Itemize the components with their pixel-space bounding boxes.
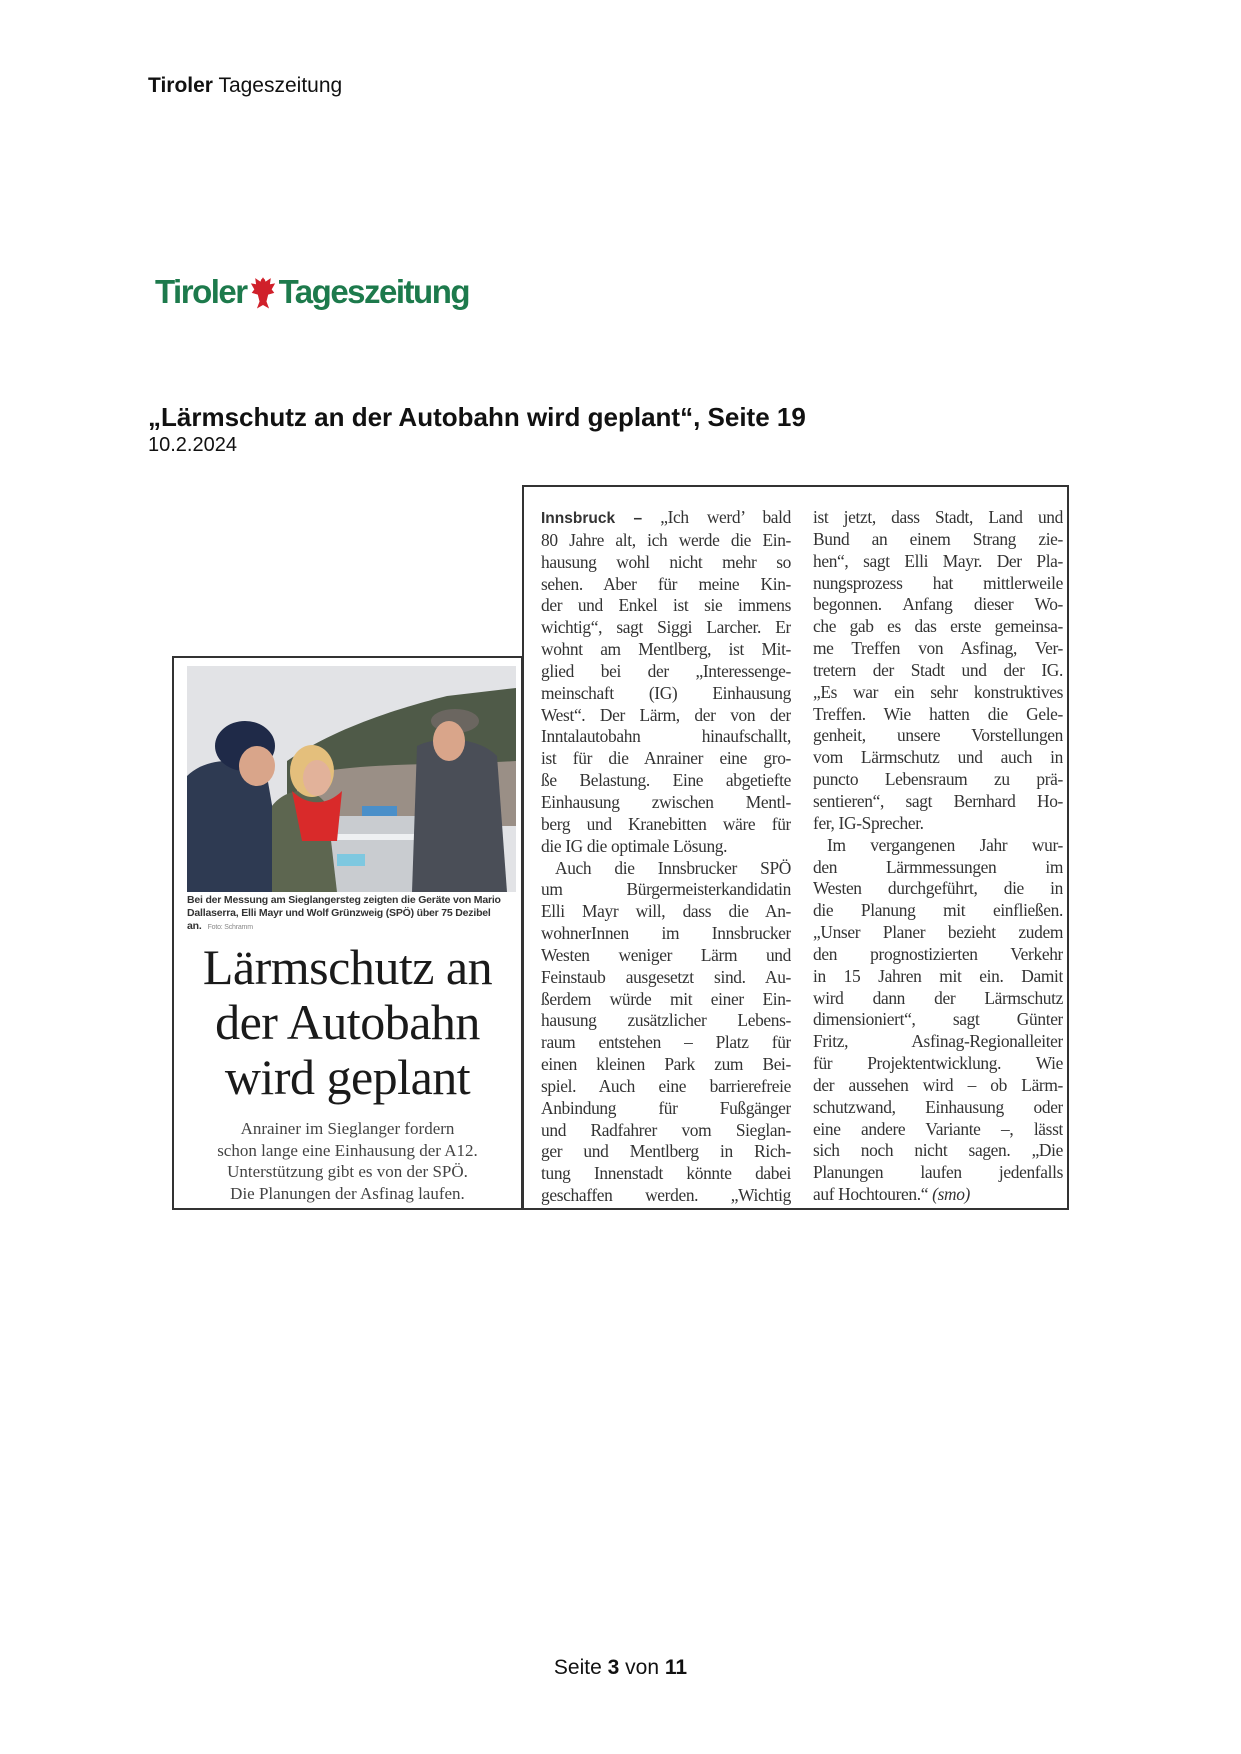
article-text-line [813, 966, 1063, 988]
line-text: einen kleinen Park zum Bei- [541, 1054, 791, 1075]
line-text: ist für die Anrainer eine gro- [541, 748, 791, 769]
article-text-line [541, 617, 791, 639]
article-text-line [541, 595, 791, 617]
line-text: West“. Der Lärm, der von der [541, 704, 791, 725]
article-text-line [813, 594, 1063, 616]
article-text-line [813, 682, 1063, 704]
article-text-line [813, 835, 1063, 857]
line-text: in 15 Jahren mit ein. Damit [813, 965, 1063, 986]
clipping-body-panel [522, 485, 1069, 1210]
line-text: genheit, unsere Vorstellungen [813, 725, 1063, 746]
article-text-line [813, 813, 1063, 835]
line-text: Einhausung zwischen Mentl- [541, 791, 791, 812]
headline-line: der Autobahn [215, 994, 480, 1050]
article-text-line [813, 878, 1063, 900]
line-text: raum entstehen – Platz für [541, 1032, 791, 1053]
article-text-line [541, 552, 791, 574]
article-text-line [541, 858, 791, 880]
article-text-line [813, 1075, 1063, 1097]
line-text: sehen. Aber für meine Kin- [541, 573, 791, 594]
article-text-line [541, 1163, 791, 1185]
footer-total-pages: 11 [664, 1656, 688, 1679]
article-text-line [541, 530, 791, 552]
article-text-line [813, 616, 1063, 638]
article-text-line [541, 748, 791, 770]
photo-caption [187, 894, 517, 934]
article-text-line [541, 1054, 791, 1076]
article-text-line [813, 725, 1063, 747]
article-text-line [813, 1119, 1063, 1141]
article-text-line [813, 551, 1063, 573]
line-text: den prognostizierten Verkehr [813, 943, 1063, 964]
deck-line: Die Planungen der Asfinag laufen. [230, 1183, 465, 1203]
article-text-line [541, 836, 791, 858]
line-text: puncto Lebensraum zu prä- [813, 769, 1063, 790]
article-text-line [541, 639, 791, 661]
dateline-lead: Innsbruck – [541, 510, 643, 527]
line-text: Bund an einem Strang zie- [813, 528, 1063, 549]
line-text: der und Enkel ist sie immens [541, 595, 791, 616]
line-text: wird dann der Lärmschutz [813, 987, 1063, 1008]
line-text: und Radfahrer vom Sieglan- [541, 1119, 791, 1140]
line-text: der aussehen wird – ob Lärm- [813, 1074, 1063, 1095]
line-text: Westen weniger Lärm und [541, 944, 791, 965]
article-text-line [813, 791, 1063, 813]
article-text-line [813, 660, 1063, 682]
article-column-1 [541, 507, 791, 1207]
footer-of: von [625, 1656, 660, 1679]
line-text: hen“, sagt Elli Mayr. Der Pla- [813, 550, 1063, 571]
line-text: Inntalautobahn hinaufschallt, [541, 726, 791, 747]
article-text-line [813, 922, 1063, 944]
article-text-line [541, 1185, 791, 1207]
line-text: Im vergangenen Jahr wur- [827, 834, 1063, 855]
line-text: begonnen. Anfang dieser Wo- [813, 594, 1063, 615]
line-text: 80 Jahre alt, ich werde die Ein- [541, 529, 791, 550]
photo-caption-text: Bei der Messung am Sieglangersteg zeigten die Geräte von Mario Dallaserra, Elli Mayr und Wolf Grünzweig (SPÖ) über 75 Dezibel an. [187, 894, 501, 932]
article-text-line [813, 1184, 1063, 1206]
line-text: den Lärmmessungen im [813, 856, 1063, 877]
line-text: Planungen laufen jedenfalls [813, 1162, 1063, 1183]
article-text-line [541, 661, 791, 683]
article-text-line [813, 900, 1063, 922]
clipping-deck [174, 1118, 521, 1204]
header-brand-regular: Tageszeitung [218, 74, 343, 97]
line-text: Elli Mayr will, dass die An- [541, 901, 791, 922]
article-text-line [541, 923, 791, 945]
line-text: dimensioniert“, sagt Günter [813, 1009, 1063, 1030]
article-text-line [541, 1098, 791, 1120]
line-text: hausung zusätzlicher Lebens- [541, 1010, 791, 1031]
article-text-line [541, 945, 791, 967]
article-text-line [813, 988, 1063, 1010]
line-text: nungsprozess hat mittlerweile [813, 572, 1063, 593]
line-text: Fritz, Asfinag-Regionalleiter [813, 1031, 1063, 1052]
article-text-line [813, 529, 1063, 551]
line-text: Westen durchgeführt, die in [813, 878, 1063, 899]
article-text-line [541, 1032, 791, 1054]
article-text-line [541, 705, 791, 727]
line-text: spiel. Auch eine barrierefreie [541, 1075, 791, 1096]
line-text: „Es war ein sehr konstruktives [813, 681, 1063, 702]
article-text-line [541, 1120, 791, 1142]
article-text-line [541, 574, 791, 596]
clipping-headline [174, 940, 521, 1105]
line-text: geschaffen werden. „Wichtig [541, 1185, 791, 1206]
article-text-line [813, 704, 1063, 726]
document-header [148, 74, 342, 98]
article-text-line [813, 1162, 1063, 1184]
line-text: für Projektentwicklung. Wie [813, 1053, 1063, 1074]
article-text-line [541, 967, 791, 989]
article-text-line [541, 814, 791, 836]
article-text-line [541, 989, 791, 1011]
article-text-line [541, 879, 791, 901]
tyrolean-eagle-icon [250, 273, 276, 311]
line-text: tung Innenstadt könnte dabei [541, 1163, 791, 1184]
article-text-line [541, 507, 791, 530]
article-text-line [541, 1141, 791, 1163]
line-text: che gab es das erste gemeinsa- [813, 616, 1063, 637]
article-title: „Lärmschutz an der Autobahn wird geplant“, Seite 19 [148, 402, 806, 432]
article-text-line [813, 944, 1063, 966]
line-text: um Bürgermeisterkandidatin [541, 879, 791, 900]
footer-page-number: 3 [607, 1656, 620, 1679]
article-text-line [541, 770, 791, 792]
article-text-line [541, 683, 791, 705]
line-text: meinschaft (IG) Einhausung [541, 682, 791, 703]
line-text: me Treffen von Asfinag, Ver- [813, 638, 1063, 659]
line-text: die IG die optimale Lösung. [541, 835, 728, 856]
article-column-2 [813, 507, 1063, 1206]
newspaper-logo [155, 262, 469, 322]
headline-line: wird geplant [224, 1049, 471, 1105]
line-text: Auch die Innsbrucker SPÖ [555, 857, 791, 878]
line-text: wichtig“, sagt Siggi Larcher. Er [541, 617, 791, 638]
line-text: sich noch nicht sagen. „Die [813, 1140, 1063, 1161]
photo-credit: Foto: Schramm [207, 924, 253, 931]
article-text-line [813, 769, 1063, 791]
author-signature: (smo) [932, 1184, 970, 1205]
article-text-line [541, 1076, 791, 1098]
article-text-line [813, 573, 1063, 595]
clipping-headline-panel [172, 656, 523, 1210]
article-text-line [541, 1010, 791, 1032]
article-text-line [541, 726, 791, 748]
logo-text-left: Tiroler [155, 273, 247, 310]
line-text: wohnerInnen im Innsbrucker [541, 923, 791, 944]
deck-line: schon lange eine Einhausung der A12. [217, 1140, 478, 1160]
photo-people-measuring-noise [187, 666, 516, 892]
deck-line: Unterstützung gibt es von der SPÖ. [227, 1162, 468, 1181]
article-text-line [813, 1009, 1063, 1031]
line-text: hausung wohl nicht mehr so [541, 551, 791, 572]
line-text: die Planung mit einfließen. [813, 900, 1063, 921]
article-text-line [813, 747, 1063, 769]
article-text-line [813, 1140, 1063, 1162]
footer-prefix: Seite [553, 1656, 602, 1679]
line-text: Anbindung für Fußgänger [541, 1097, 791, 1118]
line-text: sentieren“, sagt Bernhard Ho- [813, 790, 1063, 811]
line-text: Feinstaub ausgesetzt sind. Au- [541, 966, 791, 987]
line-text: glied bei der „Interessenge- [541, 660, 791, 681]
article-photo [187, 666, 516, 892]
line-text: auf Hochtouren.“ [813, 1184, 929, 1205]
line-text: ßerdem würde mit einer Ein- [541, 988, 791, 1009]
line-text: ist jetzt, dass Stadt, Land und [813, 507, 1063, 527]
line-text: Treffen. Wie hatten die Gele- [813, 703, 1063, 724]
line-text: fer, IG-Sprecher. [813, 812, 924, 833]
header-brand-bold: Tiroler [148, 74, 213, 97]
line-text: berg und Kranebitten wäre für [541, 813, 791, 834]
line-text: tretern der Stadt und der IG. [813, 659, 1063, 680]
line-text: ger und Mentlberg in Rich- [541, 1141, 791, 1162]
article-text-line [813, 1031, 1063, 1053]
article-text-line [813, 1053, 1063, 1075]
line-text: eine andere Variante –, lässt [813, 1118, 1063, 1139]
line-text: „Unser Planer bezieht zudem [813, 922, 1063, 943]
line-text: ße Belastung. Eine abgetiefte [541, 770, 791, 791]
article-text-line [813, 507, 1063, 529]
line-text: wohnt am Mentlberg, ist Mit- [541, 639, 791, 660]
line-text: schutzwand, Einhausung oder [813, 1096, 1063, 1117]
logo-text-right: Tageszeitung [278, 273, 470, 310]
line-text: vom Lärmschutz und auch in [813, 747, 1063, 768]
article-text-line [813, 638, 1063, 660]
article-text-line [813, 1097, 1063, 1119]
line-text: „Ich werd’ bald [660, 507, 791, 527]
article-text-line [541, 901, 791, 923]
article-text-line [541, 792, 791, 814]
deck-line: Anrainer im Sieglanger fordern [240, 1119, 455, 1138]
page-footer [0, 1656, 1241, 1680]
article-date: 10.2.2024 [148, 434, 237, 456]
article-text-line [813, 857, 1063, 879]
headline-line: Lärmschutz an [202, 939, 493, 995]
